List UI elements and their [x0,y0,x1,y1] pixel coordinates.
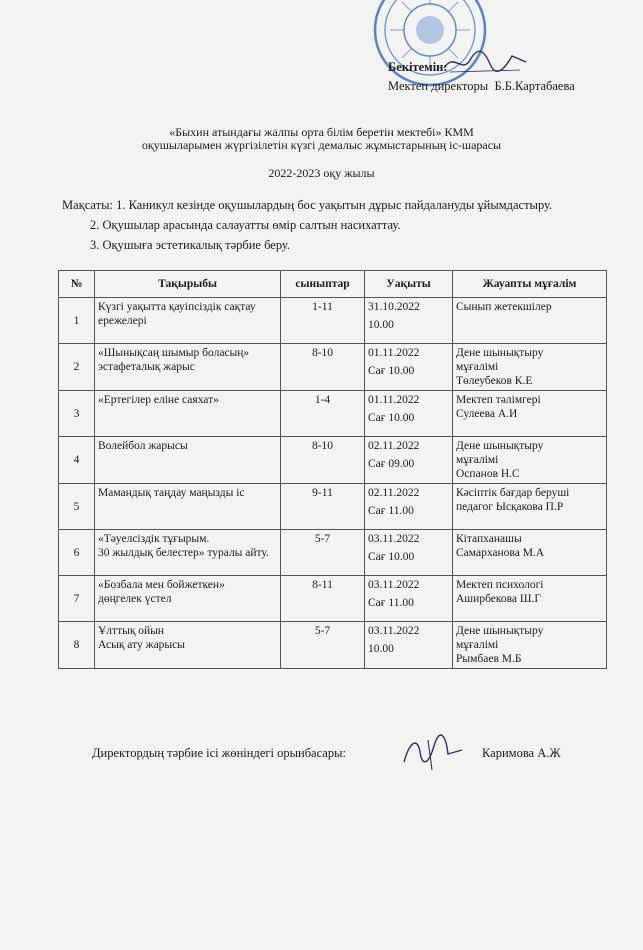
row-classes: 5-7 [281,530,365,576]
row-datetime [365,391,453,437]
row-date: 02.11.2022 [368,440,420,452]
row-datetime [365,484,453,530]
row-teacher: Дене шынықтыру мұғалімі Оспанов Н.С [453,437,607,484]
header-number: № [59,271,95,298]
header-teacher: Жауапты мұғалім [453,271,607,298]
row-datetime [365,530,453,576]
deputy-name: Каримова А.Ж [482,746,561,760]
document-title-line1: «Быхин атындағы жалпы орта білім беретін мектебі» КММ [169,125,474,139]
director-position: Мектеп директоры [388,79,489,93]
row-time: 10.00 [368,319,394,331]
row-date: 01.11.2022 [368,347,420,359]
row-time: Сағ 10.00 [368,412,415,424]
deputy-signature [398,732,468,772]
row-topic: Күзгі уақытта қауіпсіздік сақтау ережелері [95,298,281,344]
goals-list [62,195,552,255]
header-time: Уақыты [365,271,453,298]
row-date: 02.11.2022 [368,487,420,499]
row-number: 6 [59,530,95,576]
row-topic: Волейбол жарысы [95,437,281,484]
row-topic: «Ертегілер еліне саяхат» [95,391,281,437]
row-datetime [365,344,453,391]
approval-label: Бекітемін: [388,60,448,74]
row-topic: «Бозбала мен бойжеткен» дөңгелек үстел [95,576,281,622]
table-row [59,298,607,344]
academic-year: 2022-2023 оқу жылы [268,166,375,180]
row-teacher: Дене шынықтыру мұғалімі Төлеубеков К.Е [453,344,607,391]
row-date: 03.11.2022 [368,625,420,637]
table-row [59,437,607,484]
row-teacher: Дене шынықтыру мұғалімі Рымбаев М.Б [453,622,607,669]
approval-block [388,58,575,96]
table-row [59,622,607,669]
header-topic: Тақырыбы [95,271,281,298]
approval-signatory [388,77,575,96]
row-teacher: Сынып жетекшілер [453,298,607,344]
row-datetime [365,576,453,622]
row-number: 1 [59,298,95,344]
row-time: Сағ 09.00 [368,458,415,470]
row-number: 8 [59,622,95,669]
row-topic: «Тәуелсіздік тұғырым. 30 жылдық белестер» туралы айту. [95,530,281,576]
table-header-row [59,271,607,298]
table-row [59,344,607,391]
row-classes: 1-11 [281,298,365,344]
row-number: 7 [59,576,95,622]
row-time: Сағ 10.00 [368,551,415,563]
row-classes: 8-11 [281,576,365,622]
row-date: 01.11.2022 [368,394,420,406]
goal-1: Мақсаты: 1. Каникул кезінде оқушылардың бос уақытын дұрыс пайдалануды ұйымдастыру. [62,198,553,212]
table-row [59,484,607,530]
table-row [59,391,607,437]
row-datetime [365,298,453,344]
row-time: 10.00 [368,643,394,655]
row-classes: 8-10 [281,344,365,391]
row-date: 03.11.2022 [368,579,420,591]
row-time: Сағ 11.00 [368,505,414,517]
document-title-line2: оқушыларымен жүргізілетін күзгі демалыс жұмыстарының іс-шарасы [141,138,502,152]
row-number: 2 [59,344,95,391]
table-row [59,530,607,576]
deputy-position: Директордың тәрбие ісі жөніндегі орынбасары: [92,746,346,760]
row-topic: Ұлттық ойын Асық ату жарысы [95,622,281,669]
row-classes: 9-11 [281,484,365,530]
row-teacher: Мектеп тәлімгері Сулеева А.И [453,391,607,437]
row-topic: Мамандық таңдау маңызды іс [95,484,281,530]
row-teacher: Мектеп психологі Аширбекова Ш.Г [453,576,607,622]
row-teacher: Кәсіптік бағдар беруші педагог Ысқакова П.Р [453,484,607,530]
row-datetime [365,622,453,669]
row-datetime [365,437,453,484]
row-time: Сағ 10.00 [368,365,415,377]
event-plan-table [58,270,607,669]
row-classes: 5-7 [281,622,365,669]
goal-2: 2. Оқушылар арасында салауатты өмір салтын насихаттау. [90,218,401,232]
director-name: Б.Б.Картабаева [494,79,575,93]
row-number: 4 [59,437,95,484]
row-time: Сағ 11.00 [368,597,414,609]
row-teacher: Кітапханашы Самарханова М.А [453,530,607,576]
row-classes: 8-10 [281,437,365,484]
row-date: 03.11.2022 [368,533,420,545]
row-topic: «Шынықсаң шымыр боласың» эстафеталық жарыс [95,344,281,391]
table-row [59,576,607,622]
row-date: 31.10.2022 [368,301,420,313]
row-number: 3 [59,391,95,437]
header-classes: сыныптар [281,271,365,298]
row-classes: 1-4 [281,391,365,437]
row-number: 5 [59,484,95,530]
goal-3: 3. Оқушыға эстетикалық тәрбие беру. [90,238,291,252]
